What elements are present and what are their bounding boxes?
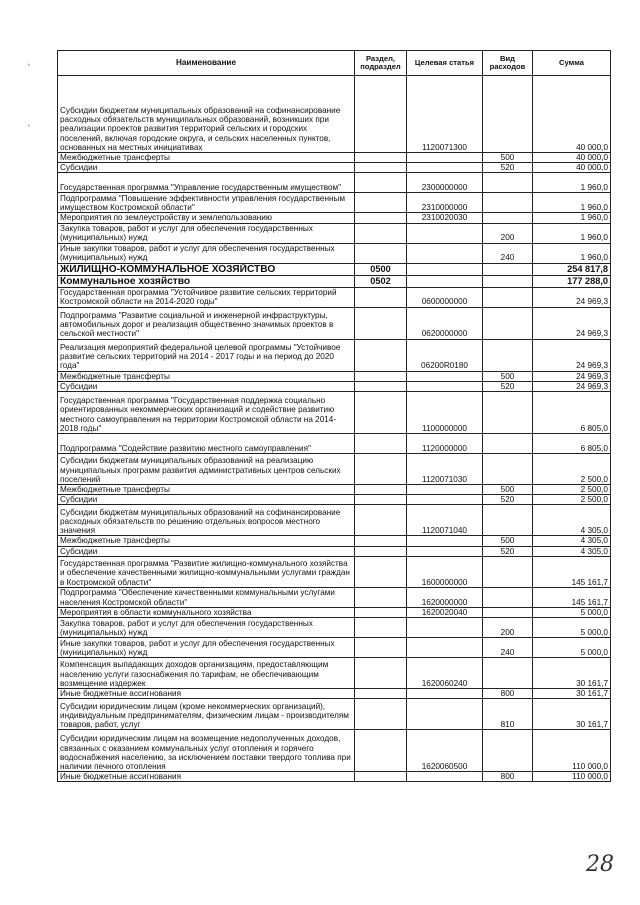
row-kind: 520: [483, 163, 533, 173]
row-target: 1100000000: [407, 392, 483, 434]
table-row: [58, 213, 611, 223]
row-sum: 6 805,0: [533, 434, 611, 454]
row-name: Иные закупки товаров, работ и услуг для обеспечения государственных (муниципальных) нужд: [58, 638, 355, 658]
row-kind: [483, 263, 533, 275]
row-name: Закупка товаров, работ и услуг для обеспечения государственных (муниципальных) нужд: [58, 223, 355, 243]
row-target: [407, 153, 483, 163]
budget-table: [57, 50, 611, 782]
row-kind: 800: [483, 689, 533, 699]
table-header-row: [58, 51, 611, 76]
header-kind: Вид расходов: [483, 51, 533, 76]
row-section: [355, 381, 407, 391]
row-kind: 500: [483, 485, 533, 495]
row-section: [355, 556, 407, 587]
row-sum: 4 305,0: [533, 536, 611, 546]
table-row: [58, 536, 611, 546]
table-row: [58, 263, 611, 275]
row-name: Межбюджетные трансферты: [58, 536, 355, 546]
table-row: [58, 275, 611, 287]
margin-tick: `: [27, 125, 32, 135]
header-name: Наименование: [58, 51, 355, 76]
row-kind: 200: [483, 223, 533, 243]
row-kind: 520: [483, 546, 533, 556]
table-row: [58, 76, 611, 153]
row-sum: 145 161,7: [533, 556, 611, 587]
row-kind: [483, 339, 533, 371]
row-name: Межбюджетные трансферты: [58, 371, 355, 381]
row-name: Иные бюджетные ассигнования: [58, 689, 355, 699]
row-target: [407, 546, 483, 556]
row-target: [407, 163, 483, 173]
row-name: Подпрограмма "Развитие социальной и инженерной инфраструктуры, автомобильных дорог и реализация общественно значимых проектов в сельской местности": [58, 307, 355, 339]
table-row: [58, 381, 611, 391]
row-sum: 40 000,0: [533, 76, 611, 153]
table-row: [58, 153, 611, 163]
row-target: [407, 689, 483, 699]
row-sum: 1 960,0: [533, 173, 611, 193]
row-target: 2300000000: [407, 173, 483, 193]
row-section: [355, 618, 407, 638]
row-sum: 1 960,0: [533, 213, 611, 223]
row-name: Субсидии бюджетам муниципальных образований на софинансирование расходных обязательств по решению отдельных вопросов местного значения: [58, 505, 355, 536]
row-target: 0600000000: [407, 287, 483, 307]
header-target: Целевая статья: [407, 51, 483, 76]
row-name: Межбюджетные трансферты: [58, 485, 355, 495]
table-row: [58, 287, 611, 307]
row-section: [355, 658, 407, 689]
row-kind: 520: [483, 495, 533, 505]
table-row: [58, 454, 611, 485]
row-sum: 24 969,3: [533, 381, 611, 391]
table-row: [58, 193, 611, 213]
row-sum: 254 817,8: [533, 263, 611, 275]
table-row: [58, 587, 611, 607]
row-name: Мероприятия по землеустройству и землепользованию: [58, 213, 355, 223]
row-target: 1120000000: [407, 434, 483, 454]
row-sum: 40 000,0: [533, 163, 611, 173]
row-target: 1620060500: [407, 730, 483, 772]
row-name: Коммунальное хозяйство: [58, 275, 355, 287]
row-name: Государственная программа "Устойчивое развитие сельских территорий Костромской области на 2014-2020 годы": [58, 287, 355, 307]
row-name: Реализация мероприятий федеральной целевой программы "Устойчивое развитие сельских территорий на 2014 - 2017 годы и на период до 2020 года": [58, 339, 355, 371]
row-sum: 1 960,0: [533, 193, 611, 213]
row-sum: 5 000,0: [533, 607, 611, 617]
row-target: [407, 275, 483, 287]
row-name: Подпрограмма "Повышение эффективности управления государственным имуществом Костромской области": [58, 193, 355, 213]
row-section: [355, 638, 407, 658]
row-target: [407, 772, 483, 782]
row-name: Подпрограмма "Содействие развитию местного самоуправления": [58, 434, 355, 454]
row-kind: [483, 392, 533, 434]
row-section: [355, 434, 407, 454]
row-target: [407, 243, 483, 263]
row-sum: 24 969,3: [533, 339, 611, 371]
row-sum: 145 161,7: [533, 587, 611, 607]
row-section: [355, 287, 407, 307]
row-sum: 30 161,7: [533, 689, 611, 699]
table-row: [58, 658, 611, 689]
row-kind: 200: [483, 618, 533, 638]
row-sum: 1 960,0: [533, 243, 611, 263]
row-section: [355, 173, 407, 193]
row-section: [355, 536, 407, 546]
row-section: [355, 392, 407, 434]
row-target: [407, 618, 483, 638]
row-name: Субсидии бюджетам муниципальных образований на софинансирование расходных обязательств муниципальных образований, возникших при реализации проектов развития территорий сельских и городских поселений, включая городские округа, и сельских населенных пунктов, основанных на местных инициативах: [58, 76, 355, 153]
row-name: Межбюджетные трансферты: [58, 153, 355, 163]
row-kind: [483, 607, 533, 617]
row-name: Государственная программа "Государственная поддержка социально ориентированных некоммерческих организаций и содействие развитию местного самоуправления на территории Костромской области на 2014-2018 годы": [58, 392, 355, 434]
row-section: [355, 243, 407, 263]
row-section: [355, 587, 407, 607]
row-kind: [483, 454, 533, 485]
row-sum: 2 500,0: [533, 454, 611, 485]
table-row: [58, 638, 611, 658]
row-kind: 800: [483, 772, 533, 782]
row-kind: 500: [483, 371, 533, 381]
row-kind: [483, 307, 533, 339]
row-sum: 6 805,0: [533, 392, 611, 434]
row-target: [407, 381, 483, 391]
row-target: 1620060240: [407, 658, 483, 689]
row-sum: 2 500,0: [533, 495, 611, 505]
row-target: 1620000000: [407, 587, 483, 607]
row-kind: [483, 193, 533, 213]
row-target: 1120071030: [407, 454, 483, 485]
table-row: [58, 689, 611, 699]
row-sum: 30 161,7: [533, 699, 611, 730]
row-kind: 500: [483, 536, 533, 546]
table-row: [58, 307, 611, 339]
table-row: [58, 339, 611, 371]
row-kind: 810: [483, 699, 533, 730]
table-row: [58, 699, 611, 730]
row-kind: [483, 275, 533, 287]
row-section: [355, 307, 407, 339]
table-row: [58, 392, 611, 434]
row-target: [407, 485, 483, 495]
row-kind: [483, 173, 533, 193]
row-kind: [483, 587, 533, 607]
row-section: [355, 546, 407, 556]
table-row: [58, 173, 611, 193]
row-name: Субсидии: [58, 381, 355, 391]
row-section: [355, 699, 407, 730]
row-kind: [483, 556, 533, 587]
row-name: Субсидии бюджетам муниципальных образований на реализацию муниципальных программ развития административных центров сельских поселений: [58, 454, 355, 485]
row-target: [407, 699, 483, 730]
table-row: [58, 485, 611, 495]
row-name: Иные закупки товаров, работ и услуг для обеспечения государственных (муниципальных) нужд: [58, 243, 355, 263]
header-sum: Сумма: [533, 51, 611, 76]
row-name: Государственная программа "Управление государственным имуществом": [58, 173, 355, 193]
row-section: 0500: [355, 263, 407, 275]
row-section: [355, 495, 407, 505]
row-sum: 4 305,0: [533, 546, 611, 556]
row-section: [355, 607, 407, 617]
row-section: [355, 485, 407, 495]
row-kind: [483, 213, 533, 223]
row-kind: [483, 287, 533, 307]
table-row: [58, 243, 611, 263]
row-sum: 110 000,0: [533, 730, 611, 772]
row-name: ЖИЛИЩНО-КОММУНАЛЬНОЕ ХОЗЯЙСТВО: [58, 263, 355, 275]
row-target: 0620000000: [407, 307, 483, 339]
row-section: [355, 689, 407, 699]
row-target: 2310000000: [407, 193, 483, 213]
row-sum: 2 500,0: [533, 485, 611, 495]
row-section: [355, 223, 407, 243]
table-row: [58, 607, 611, 617]
row-target: 2310020030: [407, 213, 483, 223]
row-target: [407, 638, 483, 658]
row-name: Субсидии: [58, 495, 355, 505]
row-target: [407, 371, 483, 381]
row-sum: 24 969,3: [533, 371, 611, 381]
row-kind: 520: [483, 381, 533, 391]
row-target: 1600000000: [407, 556, 483, 587]
row-name: Субсидии: [58, 163, 355, 173]
row-target: [407, 536, 483, 546]
row-name: Подпрограмма "Обеспечение качественными коммунальными услугами населения Костромской области": [58, 587, 355, 607]
row-sum: 40 000,0: [533, 153, 611, 163]
row-sum: 24 969,3: [533, 307, 611, 339]
row-sum: 1 960,0: [533, 223, 611, 243]
row-target: [407, 223, 483, 243]
table-row: [58, 505, 611, 536]
row-section: [355, 193, 407, 213]
row-name: Иные бюджетные ассигнования: [58, 772, 355, 782]
row-kind: 240: [483, 638, 533, 658]
row-name: Субсидии юридическим лицам (кроме некоммерческих организаций), индивидуальным предпринимателям, физическим лицам - производителям товаров, работ, услуг: [58, 699, 355, 730]
row-sum: 177 288,0: [533, 275, 611, 287]
row-section: [355, 772, 407, 782]
row-name: Закупка товаров, работ и услуг для обеспечения государственных (муниципальных) нужд: [58, 618, 355, 638]
table-row: [58, 371, 611, 381]
row-target: 1120071040: [407, 505, 483, 536]
table-body: [58, 76, 611, 782]
row-section: [355, 153, 407, 163]
table-row: [58, 434, 611, 454]
row-kind: [483, 658, 533, 689]
row-kind: [483, 730, 533, 772]
row-kind: [483, 434, 533, 454]
row-name: Мероприятия в области коммунального хозяйства: [58, 607, 355, 617]
row-sum: 24 969,3: [533, 287, 611, 307]
row-section: [355, 371, 407, 381]
row-section: [355, 454, 407, 485]
row-kind: [483, 76, 533, 153]
row-section: [355, 76, 407, 153]
row-section: [355, 730, 407, 772]
row-target: 06200R0180: [407, 339, 483, 371]
row-name: Субсидии юридическим лицам на возмещение недополученных доходов, связанных с оказанием коммунальных услуг отопления и горячего водоснабжения населению, за исключением поставки твердого топлива при наличии печного отопления: [58, 730, 355, 772]
row-sum: 30 161,7: [533, 658, 611, 689]
row-name: Компенсация выпадающих доходов организациям, предоставляющим населению услуги газоснабжения по тарифам, не обеспечивающим возмещение издержек: [58, 658, 355, 689]
table-row: [58, 223, 611, 243]
row-sum: 5 000,0: [533, 638, 611, 658]
row-section: [355, 213, 407, 223]
row-sum: 4 305,0: [533, 505, 611, 536]
row-target: [407, 495, 483, 505]
row-kind: 240: [483, 243, 533, 263]
table-row: [58, 730, 611, 772]
page-number: 28: [586, 852, 614, 877]
row-name: Государственная программа "Развитие жилищно-коммунального хозяйства и обеспечение качественными жилищно-коммунальными услугами граждан в Костромской области": [58, 556, 355, 587]
table-row: [58, 556, 611, 587]
row-name: Субсидии: [58, 546, 355, 556]
table-row: [58, 495, 611, 505]
row-sum: 110 000,0: [533, 772, 611, 782]
row-kind: [483, 505, 533, 536]
row-section: [355, 339, 407, 371]
row-kind: 500: [483, 153, 533, 163]
table-row: [58, 772, 611, 782]
table-row: [58, 546, 611, 556]
row-section: [355, 505, 407, 536]
row-target: [407, 263, 483, 275]
margin-tick: `: [27, 64, 32, 74]
row-target: 1620020040: [407, 607, 483, 617]
row-sum: 5 000,0: [533, 618, 611, 638]
row-section: [355, 163, 407, 173]
header-section: Раздел, подраздел: [355, 51, 407, 76]
row-target: 1120071300: [407, 76, 483, 153]
row-section: 0502: [355, 275, 407, 287]
table-row: [58, 618, 611, 638]
table-row: [58, 163, 611, 173]
